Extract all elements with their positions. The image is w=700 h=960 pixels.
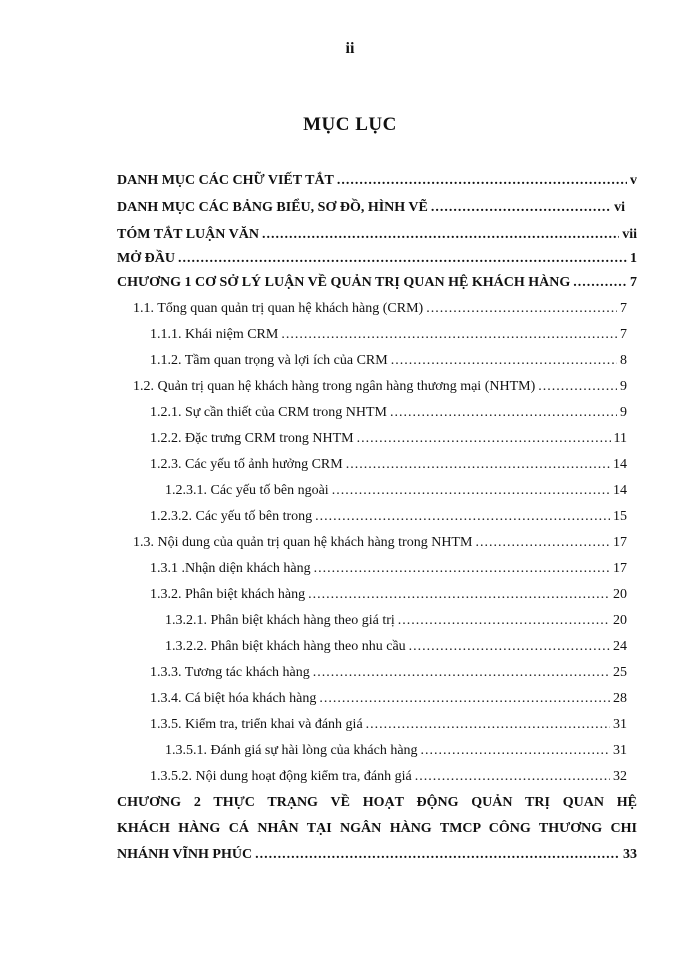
toc-chapter2-line2[interactable]: KHÁCH HÀNG CÁ NHÂN TẠI NGÂN HÀNG TMCP CÔNG THƯƠNG CHI — [117, 821, 637, 836]
toc-entry[interactable] — [150, 712, 627, 738]
toc-entry-label: 1.1.1. Khái niệm CRM — [150, 327, 279, 342]
toc-entry-label: 1.2.3.1. Các yếu tố bên ngoài — [165, 483, 329, 498]
page-number: ii — [345, 40, 355, 57]
toc-entry-page: 20 — [613, 587, 627, 602]
toc-entry-page: 32 — [613, 769, 627, 784]
toc-entry-page: 14 — [613, 483, 627, 498]
toc-entry[interactable] — [150, 348, 627, 374]
toc-entry-label: TÓM TẮT LUẬN VĂN — [117, 227, 259, 242]
toc-entry-page: 28 — [613, 691, 627, 706]
toc-entry-label: 1.3. Nội dung của quản trị quan hệ khách hàng trong NHTM — [133, 535, 473, 550]
toc-entry-page: 7 — [620, 327, 627, 342]
toc-entry-page: 15 — [613, 509, 627, 524]
toc-entry-label: NHÁNH VĨNH PHÚC — [117, 847, 253, 862]
toc-entry-label: 1.1.2. Tầm quan trọng và lợi ích của CRM — [150, 353, 388, 368]
toc-entry-label: CHƯƠNG 1 CƠ SỞ LÝ LUẬN VỀ QUẢN TRỊ QUAN HỆ KHÁCH HÀNG — [117, 275, 571, 290]
toc-entry-page: 14 — [613, 457, 627, 472]
toc-entry[interactable] — [133, 296, 627, 322]
toc-chapter2-line1[interactable]: CHƯƠNG 2 THỰC TRẠNG VỀ HOẠT ĐỘNG QUẢN TRỊ QUAN HỆ — [117, 795, 637, 810]
toc-entry-label: 1.2.3.2. Các yếu tố bên trong — [150, 509, 313, 524]
toc-entry-label: 1.3.2.2. Phân biệt khách hàng theo nhu cầu — [165, 639, 406, 654]
toc-entry[interactable] — [150, 660, 627, 686]
toc-entry-page: 17 — [613, 561, 627, 576]
toc-entry-label: 1.3.3. Tương tác khách hàng — [150, 665, 310, 680]
toc-entry[interactable] — [150, 582, 627, 608]
toc-entry[interactable] — [150, 426, 627, 452]
toc-entry-page: 7 — [620, 301, 627, 316]
toc-entry-label: 1.3.5.1. Đánh giá sự hài lòng của khách hàng — [165, 743, 418, 758]
toc-entry[interactable] — [117, 168, 637, 194]
toc-entry[interactable] — [165, 634, 627, 660]
toc-entry-label: 1.3.5.2. Nội dung hoạt động kiểm tra, đánh giá — [150, 769, 412, 784]
toc-entry-page: 1 — [630, 251, 637, 266]
toc-entry-page: 20 — [613, 613, 627, 628]
toc-entry-label: 1.2.2. Đặc trưng CRM trong NHTM — [150, 431, 354, 446]
toc-entry[interactable] — [150, 686, 627, 712]
toc-entry-label: 1.3.2. Phân biệt khách hàng — [150, 587, 306, 602]
toc-entry-label: 1.2.3. Các yếu tố ảnh hưởng CRM — [150, 457, 343, 472]
page-title: MỤC LỤC — [303, 114, 397, 135]
toc-entry[interactable] — [133, 530, 627, 556]
toc-entry[interactable] — [150, 764, 627, 790]
toc-entry[interactable] — [117, 195, 625, 221]
toc-entry[interactable] — [150, 504, 627, 530]
toc-entry-label: 1.3.1 .Nhận diện khách hàng — [150, 561, 311, 576]
toc-entry-page: 31 — [613, 743, 627, 758]
toc-entry-page: 8 — [620, 353, 627, 368]
toc-entry[interactable] — [150, 400, 627, 426]
toc-entry[interactable] — [165, 608, 627, 634]
toc-entry-page: 24 — [613, 639, 627, 654]
toc-entry-page: 31 — [613, 717, 627, 732]
toc-entry-page: 9 — [620, 379, 627, 394]
toc-entry[interactable] — [133, 374, 627, 400]
toc-entry-label: DANH MỤC CÁC BẢNG BIỂU, SƠ ĐỒ, HÌNH VẼ — [117, 200, 428, 215]
toc-entry[interactable] — [150, 556, 627, 582]
toc-entry-page: 11 — [613, 431, 627, 446]
toc-entry[interactable] — [117, 222, 637, 248]
toc-entry-page: vii — [622, 227, 637, 242]
toc-entry[interactable] — [150, 322, 627, 348]
toc-entry-page: 7 — [630, 275, 637, 290]
toc-entry[interactable] — [165, 738, 627, 764]
toc-entry-label: 1.1. Tổng quan quản trị quan hệ khách hàng (CRM) — [133, 301, 424, 316]
toc-entry-label: 1.2. Quản trị quan hệ khách hàng trong ngân hàng thương mại (NHTM) — [133, 379, 536, 394]
toc-entry-label: 1.3.2.1. Phân biệt khách hàng theo giá trị — [165, 613, 395, 628]
toc-chapter2-line3[interactable] — [117, 842, 637, 868]
toc-entry-label: MỞ ĐẦU — [117, 251, 175, 266]
toc-entry[interactable] — [150, 452, 627, 478]
toc-entry-page: 9 — [620, 405, 627, 420]
toc-entry-page: 17 — [613, 535, 627, 550]
toc-entry-label: 1.3.5. Kiểm tra, triển khai và đánh giá — [150, 717, 363, 732]
toc-entry[interactable] — [117, 246, 637, 272]
toc-entry-page: v — [630, 173, 637, 188]
toc-entry-page: 25 — [613, 665, 627, 680]
toc-entry-page: vi — [614, 200, 625, 215]
toc-entry-label: 1.3.4. Cá biệt hóa khách hàng — [150, 691, 317, 706]
toc-entry-label: DANH MỤC CÁC CHỮ VIẾT TẮT — [117, 173, 334, 188]
toc-entry-label: 1.2.1. Sự cần thiết của CRM trong NHTM — [150, 405, 388, 420]
toc-entry[interactable] — [117, 270, 637, 296]
toc-entry[interactable] — [165, 478, 627, 504]
toc-entry-page: 33 — [623, 847, 637, 862]
